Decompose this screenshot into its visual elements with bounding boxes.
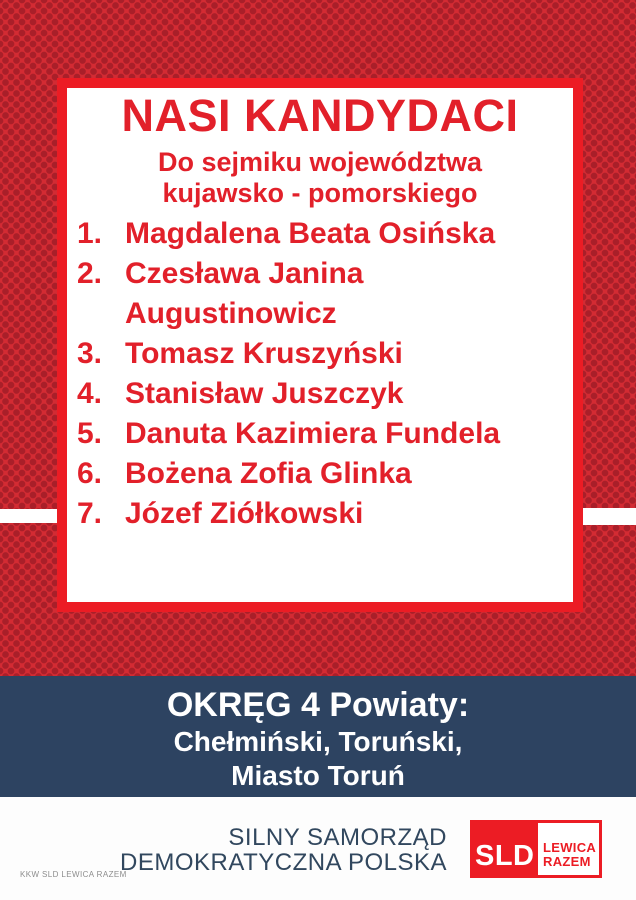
candidate-item xyxy=(77,374,515,414)
poster-title: NASI KANDYDACI xyxy=(121,90,519,141)
candidate-name: Tomasz Kruszyński xyxy=(125,337,403,371)
logo-razem-label: RAZEM xyxy=(543,854,591,869)
committee-label: KKW SLD LEWICA RAZEM xyxy=(20,870,127,879)
slogan-line1: SILNY SAMORZĄD xyxy=(228,824,447,851)
candidate-item xyxy=(77,254,515,334)
candidate-name: Magdalena Beata Osińska xyxy=(125,217,496,251)
slogan-line2: DEMOKRATYCZNA POLSKA xyxy=(120,849,447,876)
sld-logo-abbr: SLD xyxy=(470,820,538,878)
candidate-number: 1. xyxy=(77,217,103,251)
left-edge-stripe xyxy=(0,509,57,523)
footer xyxy=(0,797,636,900)
candidate-number: 5. xyxy=(77,417,103,451)
logo-lewica-label: LEWICA xyxy=(543,840,597,855)
candidate-name: Józef Ziółkowski xyxy=(125,497,364,531)
candidate-item xyxy=(77,494,515,534)
poster-subtitle-line1: Do sejmiku województwa xyxy=(157,147,483,178)
poster-subtitle-line2: kujawsko - pomorskiego xyxy=(162,178,478,209)
candidate-number: 3. xyxy=(77,337,103,371)
candidate-name: Czesława Janina Augustinowicz xyxy=(125,257,364,331)
district-city: Miasto Toruń xyxy=(231,760,405,791)
candidate-number: 2. xyxy=(77,257,103,291)
district-band xyxy=(0,676,636,797)
sld-logo xyxy=(470,820,602,878)
candidate-number: 7. xyxy=(77,497,103,531)
district-heading: OKRĘG 4 Powiaty: xyxy=(166,686,470,724)
candidate-item xyxy=(77,414,515,454)
district-counties: Chełmiński, Toruński, xyxy=(173,726,463,757)
candidate-item xyxy=(77,334,515,374)
candidates-card xyxy=(57,78,583,612)
candidate-item xyxy=(77,214,515,254)
candidate-list xyxy=(67,214,573,534)
candidate-name: Stanisław Juszczyk xyxy=(125,377,404,411)
right-edge-stripe xyxy=(583,508,636,525)
candidate-item xyxy=(77,454,515,494)
slogan xyxy=(120,825,447,875)
candidate-name: Bożena Zofia Glinka xyxy=(125,457,412,491)
candidate-number: 6. xyxy=(77,457,103,491)
candidate-name: Danuta Kazimiera Fundela xyxy=(125,417,501,451)
candidate-number: 4. xyxy=(77,377,103,411)
sld-logo-text xyxy=(538,820,602,878)
